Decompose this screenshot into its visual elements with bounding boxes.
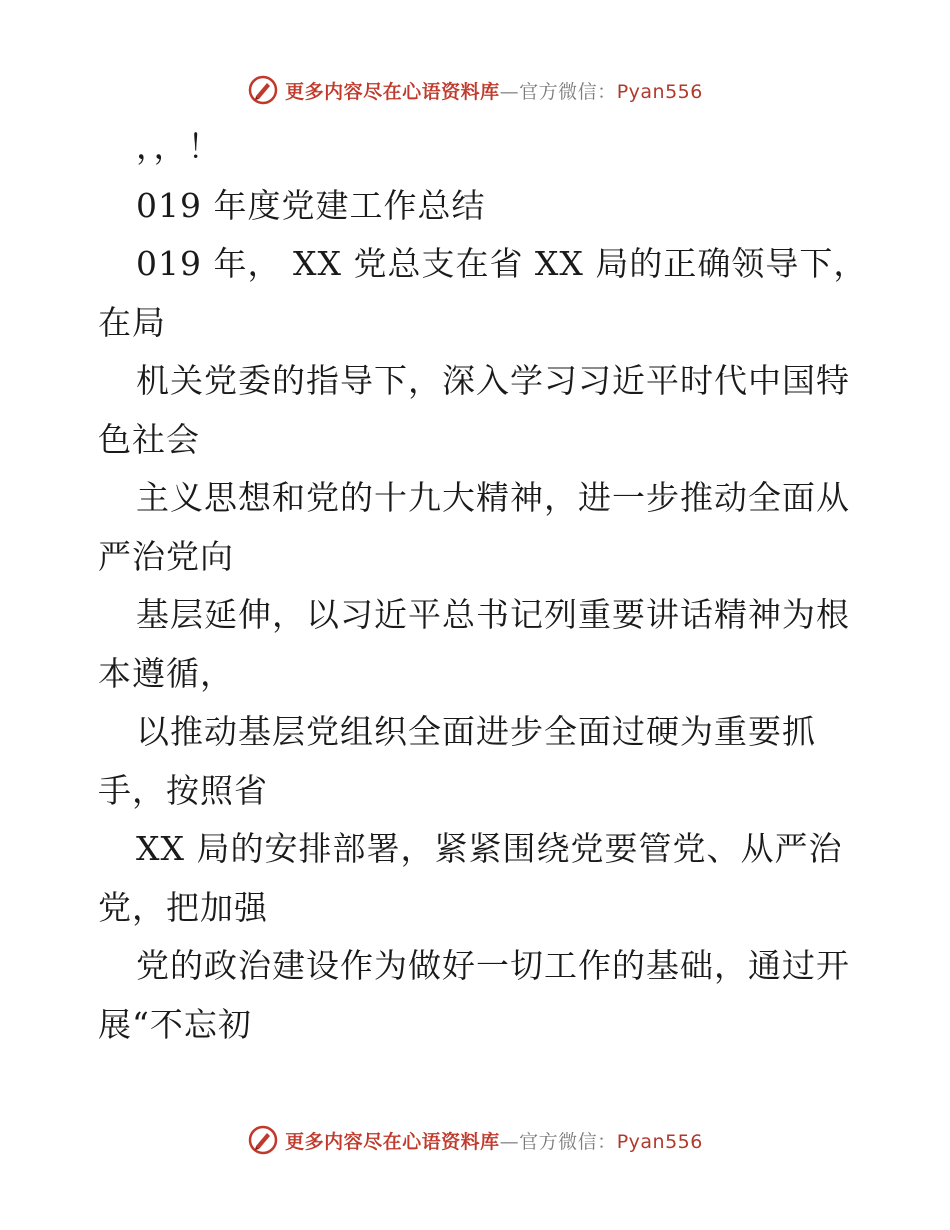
pen-logo-icon — [247, 1124, 279, 1156]
text-line: 019 年， XX 党总支在省 XX 局的正确领导下， — [136, 244, 868, 283]
banner-account-label: 官方微信： — [519, 1130, 617, 1153]
banner-content — [247, 1124, 703, 1156]
text-line: ，，！ — [136, 127, 222, 166]
banner-content — [247, 74, 703, 106]
text-line: 党，把加强 — [98, 887, 268, 927]
text-line: 以推动基层党组织全面进步全面过硬为重要抓 — [136, 712, 816, 751]
text-line: 党的政治建设作为做好一切工作的基础，通过开 — [136, 946, 850, 985]
banner-text — [285, 77, 703, 104]
footer-banner — [0, 1120, 950, 1160]
header-banner — [0, 70, 950, 110]
text-line: 019 年度党建工作总结 — [136, 185, 486, 225]
text-line: 本遵循， — [98, 653, 234, 693]
banner-account-label: 官方微信： — [519, 80, 617, 103]
text-line: 色社会 — [98, 419, 200, 459]
text-line: XX 局的安排部署，紧紧围绕党要管党、从严治 — [136, 829, 843, 868]
banner-text — [285, 1127, 703, 1154]
banner-account-id: Pyan556 — [616, 1130, 703, 1153]
banner-separator: — — [499, 1130, 520, 1153]
text-line: 基层延伸，以习近平总书记列重要讲话精神为根 — [136, 595, 850, 634]
text-line: 在局 — [98, 302, 166, 342]
text-line: 机关党委的指导下，深入学习习近平时代中国特 — [136, 361, 850, 400]
text-line: 手，按照省 — [98, 770, 268, 810]
banner-separator: — — [499, 80, 520, 103]
text-line: 严治党向 — [98, 536, 234, 576]
banner-account-id: Pyan556 — [616, 80, 703, 103]
banner-title: 更多内容尽在心语资料库 — [285, 1130, 500, 1153]
document-body — [98, 118, 868, 1054]
banner-title: 更多内容尽在心语资料库 — [285, 80, 500, 103]
pen-logo-icon — [247, 74, 279, 106]
text-line: 主义思想和党的十九大精神，进一步推动全面从 — [136, 478, 850, 517]
text-line: 展“不忘初 — [98, 1004, 252, 1044]
